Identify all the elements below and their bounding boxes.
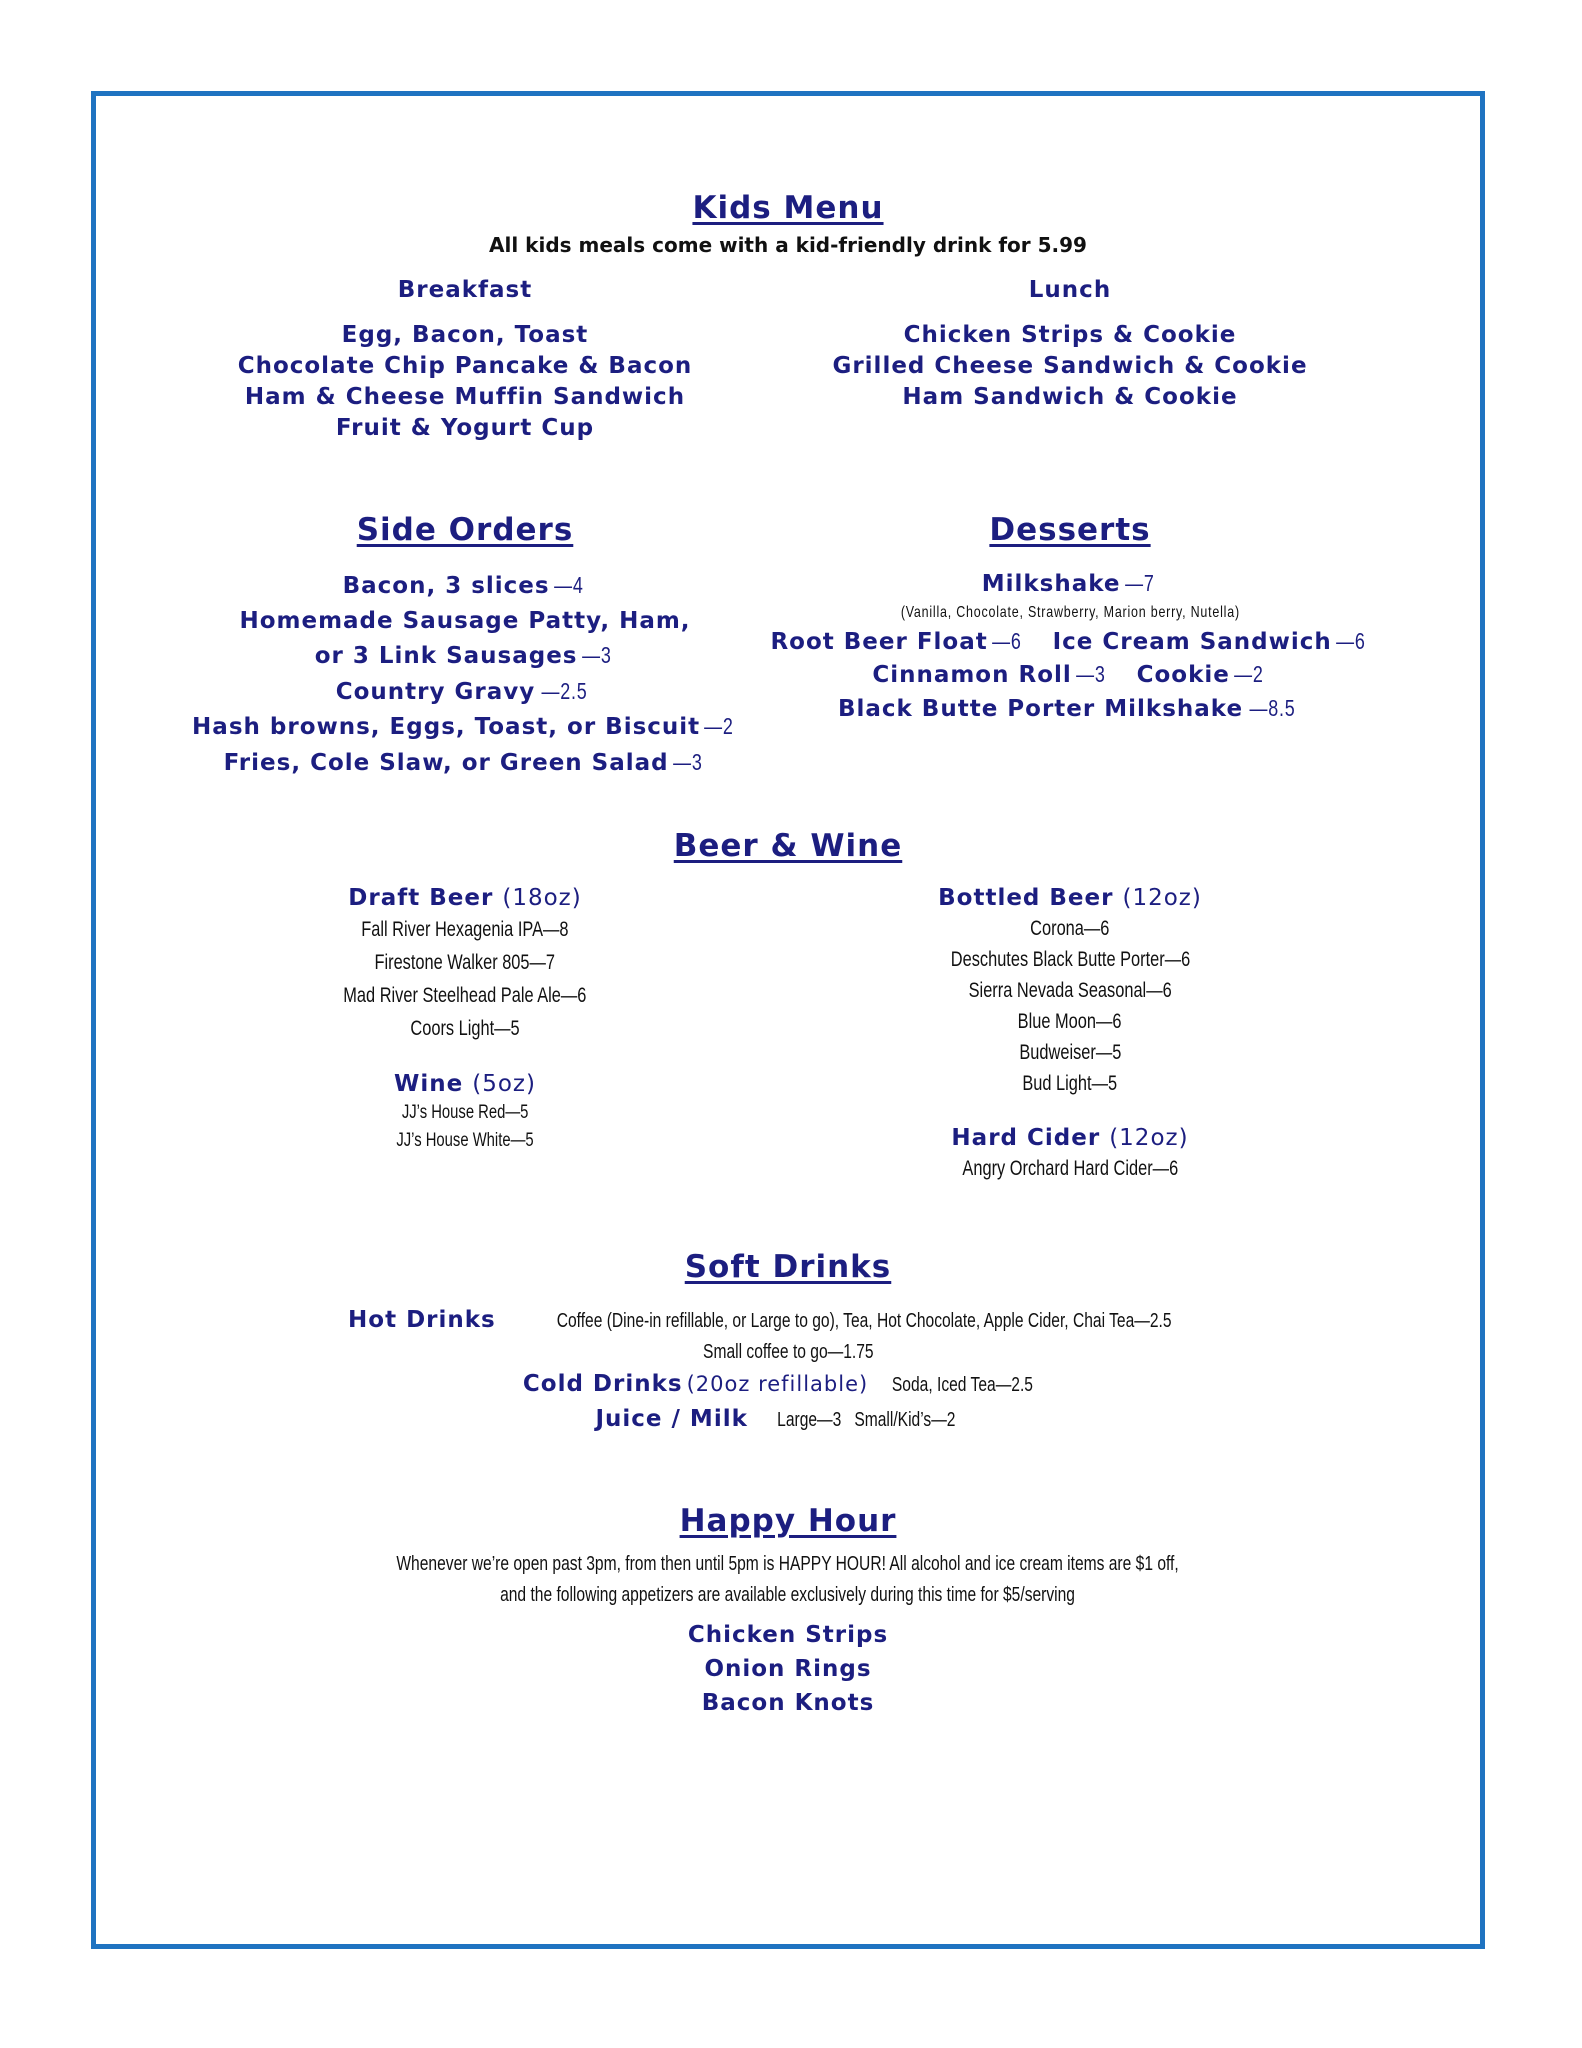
hot-drinks-row: Hot Drinks Coffee (Dine-in refillable, or Large to go), Tea, Hot Chocolate, Apple Cider, Chai Tea—2.5 <box>348 1307 1172 1333</box>
list-item: Country Gravy —2.5 <box>335 677 588 705</box>
list-item: Coors Light—5 <box>410 1017 520 1040</box>
list-item: Mad River Steelhead Pale Ale—6 <box>343 984 587 1007</box>
list-item: Onion Rings <box>704 1656 872 1682</box>
kids-lunch-list <box>760 320 1380 413</box>
list-item: Sierra Nevada Seasonal—6 <box>968 979 1172 1002</box>
happy-hour-description: Whenever we’re open past 3pm, from then until 5pm is HAPPY HOUR! All alcohol and ice cream items are $1 off, and the following appetizers are available exclusively during this time for $5/serving <box>396 1553 1180 1606</box>
list-item: Firestone Walker 805—7 <box>374 951 556 974</box>
kids-breakfast-list <box>150 320 780 444</box>
list-item: Root Beer Float —6 Ice Cream Sandwich —6 <box>770 628 1366 655</box>
side-orders-list <box>150 568 780 780</box>
list-item: Fruit & Yogurt Cup <box>335 415 595 441</box>
list-item: Cinnamon Roll —3 Cookie —2 <box>872 661 1264 688</box>
list-item: Chicken Strips <box>687 1622 889 1648</box>
milkshake-flavors: (Vanilla, Chocolate, Strawberry, Marion berry, Nutella) <box>900 604 1240 621</box>
list-item: Grilled Cheese Sandwich & Cookie <box>832 353 1308 379</box>
list-item: or 3 Link Sausages —3 <box>314 642 612 669</box>
list-item: Fries, Cole Slaw, or Green Salad —3 <box>223 748 703 776</box>
desserts-title: Desserts <box>989 512 1151 548</box>
happy-hour-items <box>91 1618 1485 1720</box>
list-item: Ham Sandwich & Cookie <box>902 384 1238 410</box>
draft-beer-section <box>150 883 780 1155</box>
bottled-beer-heading: Bottled Beer (12oz) <box>938 885 1202 911</box>
beer-wine-title: Beer & Wine <box>673 828 903 864</box>
list-item: Milkshake —7 <box>981 570 1155 597</box>
list-item: Bud Light—5 <box>1022 1072 1118 1095</box>
desserts-list <box>760 568 1380 726</box>
list-item: Chicken Strips & Cookie <box>903 322 1237 348</box>
bottled-beer-section <box>760 883 1380 1184</box>
list-item: Blue Moon—6 <box>1018 1010 1122 1033</box>
list-item: Deschutes Black Butte Porter—6 <box>950 948 1190 971</box>
list-item: JJ’s House Red—5 <box>401 1102 529 1123</box>
list-item: Chocolate Chip Pancake & Bacon <box>237 353 693 379</box>
juice-milk-row: Juice / Milk Large—3 Small/Kid’s—2 <box>595 1406 956 1432</box>
kids-lunch-heading: Lunch <box>1028 277 1112 303</box>
list-item: Bacon Knots <box>701 1690 875 1716</box>
small-coffee-row: Small coffee to go—1.75 <box>702 1341 874 1363</box>
list-item: Bacon, 3 slices —4 <box>342 572 584 599</box>
kids-menu-note: All kids meals come with a kid-friendly drink for 5.99 <box>489 233 1087 257</box>
hard-cider-heading: Hard Cider (12oz) <box>951 1125 1189 1151</box>
list-item: Budweiser—5 <box>1019 1041 1121 1064</box>
kids-breakfast-heading: Breakfast <box>397 277 533 303</box>
list-item: JJ’s House White—5 <box>396 1130 534 1151</box>
list-item: Corona—6 <box>1030 917 1110 940</box>
side-orders-title: Side Orders <box>356 512 574 548</box>
list-item: Angry Orchard Hard Cider—6 <box>962 1157 1178 1180</box>
draft-beer-heading: Draft Beer (18oz) <box>348 885 582 911</box>
cold-drinks-row: Cold Drinks (20oz refillable) Soda, Iced Tea—2.5 <box>522 1371 1034 1397</box>
wine-heading: Wine (5oz) <box>394 1071 536 1097</box>
list-item: Hash browns, Eggs, Toast, or Biscuit —2 <box>192 713 734 740</box>
list-item: Fall River Hexagenia IPA—8 <box>361 918 569 941</box>
soft-drinks-title: Soft Drinks <box>684 1249 892 1285</box>
list-item: Egg, Bacon, Toast <box>341 322 589 348</box>
list-item: Homemade Sausage Patty, Ham, <box>239 607 691 634</box>
soft-drinks-list <box>91 1305 1485 1438</box>
list-item: Ham & Cheese Muffin Sandwich <box>244 384 686 410</box>
happy-hour-title: Happy Hour <box>679 1503 897 1539</box>
kids-menu-title: Kids Menu <box>692 190 884 226</box>
list-item: Black Butte Porter Milkshake —8.5 <box>837 695 1296 722</box>
